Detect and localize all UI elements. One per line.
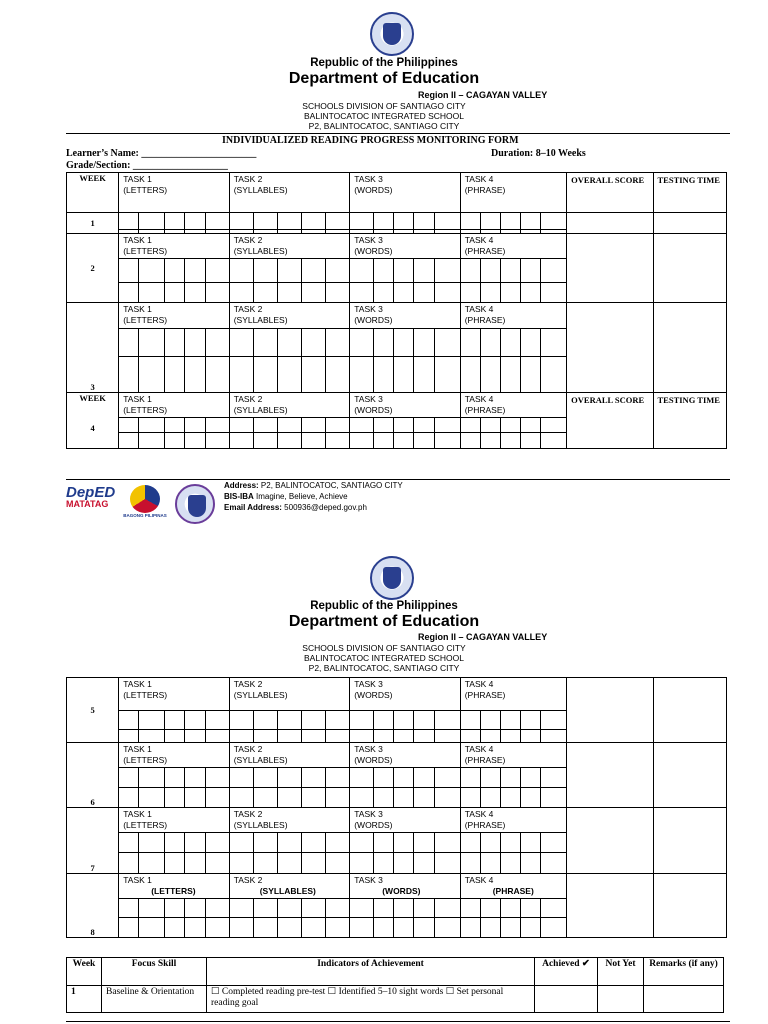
indicators-header-skill: Focus Skill xyxy=(102,958,207,986)
location-text: P2, BALINTOCATOC, SANTIAGO CITY xyxy=(308,121,460,131)
indicators-header-week: Week xyxy=(67,958,102,986)
deped-seal-icon xyxy=(370,556,414,600)
week-header: WEEK 4 xyxy=(67,393,119,449)
duration-label: Duration: 8–10 Weeks xyxy=(491,148,586,159)
bagong-pilipinas-logo: BAGONG PILIPINAS xyxy=(120,485,170,523)
learner-name-label: Learner’s Name: _______________________ xyxy=(66,148,257,159)
division-text: SCHOOLS DIVISION OF SANTIAGO CITY xyxy=(302,101,466,111)
not-yet-cell[interactable] xyxy=(598,986,644,1013)
deped-matatag-logo: DepED MATATAG xyxy=(66,484,116,509)
bottom-rule xyxy=(66,1021,730,1022)
indicators-header-indicators: Indicators of Achievement xyxy=(207,958,535,986)
indicators-header-remarks: Remarks (if any) xyxy=(644,958,724,986)
deped-seal-icon xyxy=(370,12,414,56)
republic-text: Republic of the Philippines xyxy=(310,57,458,69)
indicators-week: 1 xyxy=(67,986,102,1013)
indicators-text: ☐ Completed reading pre-test ☐ Identified 5–10 sight words ☐ Set personal reading goal xyxy=(207,986,535,1013)
task1-header: TASK 1 (LETTERS) xyxy=(119,173,229,213)
form-title: INDIVIDUALIZED READING PROGRESS MONITORING FORM xyxy=(222,135,519,146)
progress-table-page2: 5 TASK 1 (LETTERS) TASK 2 (SYLLABLES) TASK 3 (WORDS) TASK 4 (PHRASE) 6 TASK 1 (LETTERS) TASK 2 (SYLLABLES) TASK 3 (WORDS) TASK 4 (PHRASE) 7 TASK 1 (LETTERS) TASK 2 (SYLLABLES) TASK 3 (WORDS) TASK 4 (PHRASE) 8 TASK 1 (LETTERS) TASK 2 (SYLLABLES) TASK 3 (WORDS) TASK 4 (PHRASE) xyxy=(66,677,727,938)
location-text: P2, BALINTOCATOC, SANTIAGO CITY xyxy=(308,663,460,673)
footer-email: Email Address: 500936@deped.gov.ph xyxy=(224,503,367,512)
week-number: 1 xyxy=(67,213,119,234)
region-text: Region II – CAGAYAN VALLEY xyxy=(418,90,548,100)
indicators-header-achieved: Achieved ✔ xyxy=(535,958,598,986)
progress-table-page1: WEEK TASK 1 (LETTERS) TASK 2 (SYLLABLES) TASK 3 (WORDS) TASK 4 (PHRASE) OVERALL SCORE TESTING TIME 1 2 TASK 1 (LETTERS) TASK 2 (SYLLABLES) TASK 3 (WORDS) TASK 4 (PHRASE) 3 TASK 1 (LETTERS) TASK 2 (SYLLABLES) TASK 3 (WORDS) TASK 4 (PHRASE) WEEK 4 TASK 1 (LETTERS) TASK 2 (SYLLABLES) TASK 3 (WORDS) TASK 4 (PHRASE) OVERALL SCORE TESTING TIME xyxy=(66,172,727,449)
header-rule xyxy=(66,133,730,134)
week-number: 5 xyxy=(67,678,119,743)
school-text: BALINTOCATOC INTEGRATED SCHOOL xyxy=(304,653,464,663)
testing-time-header: TESTING TIME xyxy=(653,173,726,213)
republic-text: Republic of the Philippines xyxy=(310,600,458,612)
task3-header: TASK 3 (WORDS) xyxy=(350,173,461,213)
achieved-cell[interactable] xyxy=(535,986,598,1013)
task2-header: TASK 2 (SYLLABLES) xyxy=(229,173,350,213)
week-number: 7 xyxy=(67,808,119,874)
week-number: 8 xyxy=(67,874,119,938)
remarks-cell[interactable] xyxy=(644,986,724,1013)
week-header: WEEK xyxy=(67,173,119,213)
footer-motto: BIS-IBA Imagine, Believe, Achieve xyxy=(224,492,348,501)
week-number: 2 xyxy=(67,234,119,303)
indicators-header-not-yet: Not Yet xyxy=(598,958,644,986)
indicators-table xyxy=(66,957,724,1013)
task4-header: TASK 4 (PHRASE) xyxy=(460,173,566,213)
department-title: Department of Education xyxy=(288,70,480,87)
region-text: Region II – CAGAYAN VALLEY xyxy=(418,632,548,642)
table-row xyxy=(67,986,724,1013)
indicators-skill: Baseline & Orientation xyxy=(102,986,207,1013)
week-number: 3 xyxy=(67,303,119,393)
week-number: 6 xyxy=(67,743,119,808)
overall-score-header: OVERALL SCORE xyxy=(567,173,653,213)
school-text: BALINTOCATOC INTEGRATED SCHOOL xyxy=(304,111,464,121)
division-text: SCHOOLS DIVISION OF SANTIAGO CITY xyxy=(302,643,466,653)
grade-section-label: Grade/Section: ___________________ xyxy=(66,160,228,171)
school-seal-icon xyxy=(175,484,215,524)
department-title: Department of Education xyxy=(288,613,480,630)
footer-address: Address: P2, BALINTOCATOC, SANTIAGO CITY xyxy=(224,481,403,490)
